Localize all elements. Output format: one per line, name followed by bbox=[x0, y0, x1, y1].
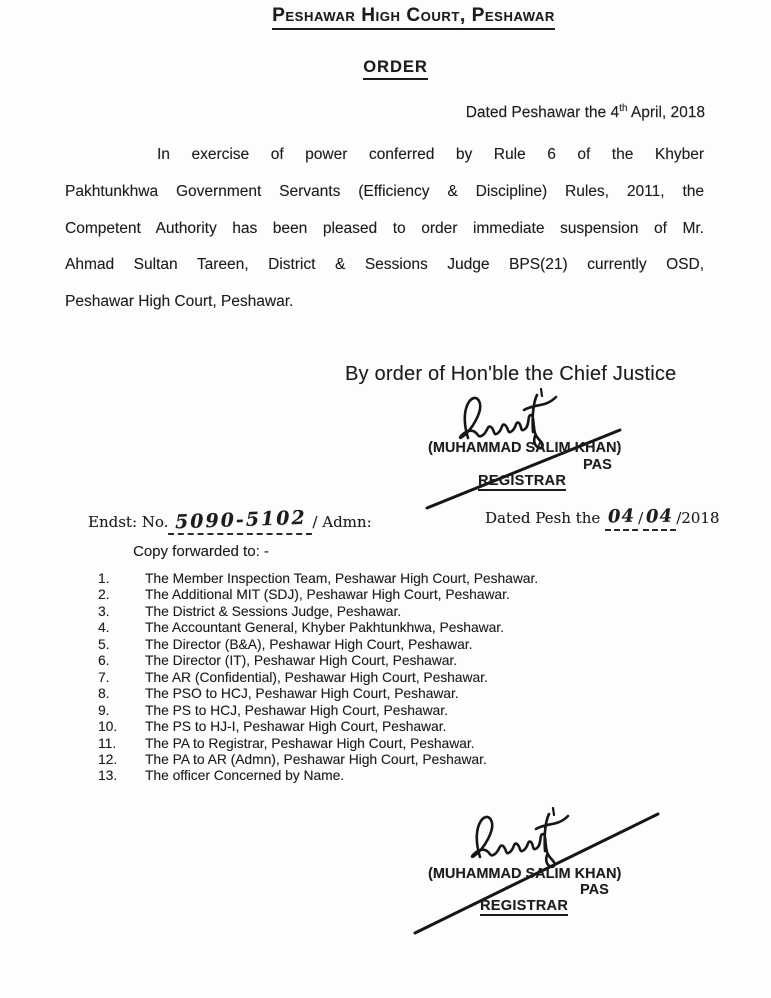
recipient-text: The Director (IT), Peshawar High Court, Peshawar. bbox=[145, 653, 458, 669]
recipient-row bbox=[98, 571, 718, 587]
endorsement-slash: / bbox=[638, 509, 644, 527]
copy-forwarded-label: Copy forwarded to: - bbox=[133, 543, 269, 560]
order-body-paragraph bbox=[65, 137, 704, 321]
date-line-prefix: Dated Peshawar the 4 bbox=[465, 104, 620, 122]
recipient-text: The PS to HJ-I, Peshawar High Court, Peshawar. bbox=[145, 719, 447, 735]
recipient-number: 3. bbox=[98, 603, 110, 619]
endorsement-date-line bbox=[485, 507, 719, 531]
court-title-text: Peshawar High Court, Peshawar bbox=[272, 5, 555, 30]
recipient-number: 6. bbox=[98, 653, 110, 669]
body-line: Competent Authority has been pleased to order immediate suspension of Mr. bbox=[65, 219, 704, 237]
endorsement-date-prefix: Dated Pesh the bbox=[485, 509, 605, 527]
recipient-text: The Director (B&A), Peshawar High Court, Peshawar. bbox=[145, 636, 473, 652]
recipient-row bbox=[98, 620, 718, 636]
endorsement-month-slot bbox=[643, 507, 676, 531]
recipient-row bbox=[98, 736, 718, 752]
date-line-suffix: April, 2018 bbox=[627, 104, 705, 122]
endorsement-after-number: / Admn: bbox=[312, 513, 372, 531]
endorsement-number-slot bbox=[168, 506, 312, 535]
recipient-number: 9. bbox=[98, 702, 110, 718]
recipient-number: 13. bbox=[98, 768, 118, 784]
body-line: In exercise of power conferred by Rule 6 of the Khyber bbox=[157, 146, 704, 163]
endorsement-day-slot bbox=[605, 507, 638, 531]
recipient-row bbox=[98, 752, 718, 768]
order-heading-text: ORDER bbox=[363, 58, 428, 80]
court-title bbox=[0, 5, 771, 30]
endorsement-number-line bbox=[88, 506, 372, 535]
recipient-number: 8. bbox=[98, 686, 110, 702]
recipient-number: 4. bbox=[98, 620, 110, 636]
recipient-number: 12. bbox=[98, 751, 118, 767]
recipient-number: 10. bbox=[98, 719, 118, 735]
signatory-name: (MUHAMMAD SALIM KHAN) bbox=[428, 440, 622, 456]
recipient-list bbox=[98, 571, 718, 785]
recipient-text: The Member Inspection Team, Peshawar High Court, Peshawar. bbox=[145, 571, 539, 586]
order-heading bbox=[0, 58, 771, 80]
recipient-row bbox=[98, 703, 718, 719]
recipient-text: The PS to HCJ, Peshawar High Court, Peshawar. bbox=[145, 702, 448, 718]
signatory-service: PAS bbox=[580, 882, 609, 898]
recipient-row bbox=[98, 686, 718, 702]
signatory-designation: REGISTRAR bbox=[478, 473, 567, 489]
by-order-line: By order of Hon'ble the Chief Justice bbox=[345, 363, 677, 385]
recipient-text: The officer Concerned by Name. bbox=[145, 768, 345, 784]
endorsement-day-handwritten: 04 bbox=[607, 505, 636, 528]
signatory-service: PAS bbox=[583, 457, 612, 473]
recipient-number: 1. bbox=[98, 571, 110, 586]
recipient-text: The PSO to HCJ, Peshawar High Court, Peshawar. bbox=[145, 686, 459, 702]
signatory-name: (MUHAMMAD SALIM KHAN) bbox=[428, 866, 622, 882]
recipient-text: The Accountant General, Khyber Pakhtunkhwa, Peshawar. bbox=[145, 620, 504, 636]
recipient-row bbox=[98, 670, 718, 686]
recipient-number: 7. bbox=[98, 669, 110, 685]
recipient-row bbox=[98, 719, 718, 735]
endorsement-number-handwritten: 5090-5102 bbox=[174, 506, 307, 534]
recipient-text: The PA to Registrar, Peshawar High Court, Peshawar. bbox=[145, 735, 475, 751]
recipient-text: The Additional MIT (SDJ), Peshawar High Court, Peshawar. bbox=[145, 587, 510, 603]
endorsement-label: Endst: No. bbox=[88, 513, 169, 531]
endorsement-month-handwritten: 04 bbox=[645, 505, 674, 528]
recipient-text: The PA to AR (Admn), Peshawar High Court, Peshawar. bbox=[145, 751, 487, 767]
recipient-text: The AR (Confidential), Peshawar High Court, Peshawar. bbox=[145, 669, 488, 685]
date-line-superscript: th bbox=[619, 103, 628, 114]
body-line: Ahmad Sultan Tareen, District & Sessions Judge BPS(21) currently OSD, bbox=[65, 256, 704, 274]
body-line: Pakhtunkhwa Government Servants (Efficiency & Discipline) Rules, 2011, the bbox=[65, 182, 704, 200]
recipient-text: The District & Sessions Judge, Peshawar. bbox=[145, 603, 402, 619]
recipient-row bbox=[98, 637, 718, 653]
date-line bbox=[466, 103, 705, 122]
recipient-number: 2. bbox=[98, 587, 110, 603]
recipient-row bbox=[98, 604, 718, 620]
recipient-number: 5. bbox=[98, 636, 110, 652]
recipient-number: 11. bbox=[98, 735, 117, 751]
recipient-row bbox=[98, 587, 718, 603]
body-line: Peshawar High Court, Peshawar. bbox=[65, 293, 294, 311]
recipient-row bbox=[98, 768, 718, 784]
endorsement-year: /2018 bbox=[676, 509, 720, 527]
recipient-row bbox=[98, 653, 718, 669]
signatory-designation: REGISTRAR bbox=[480, 898, 569, 914]
